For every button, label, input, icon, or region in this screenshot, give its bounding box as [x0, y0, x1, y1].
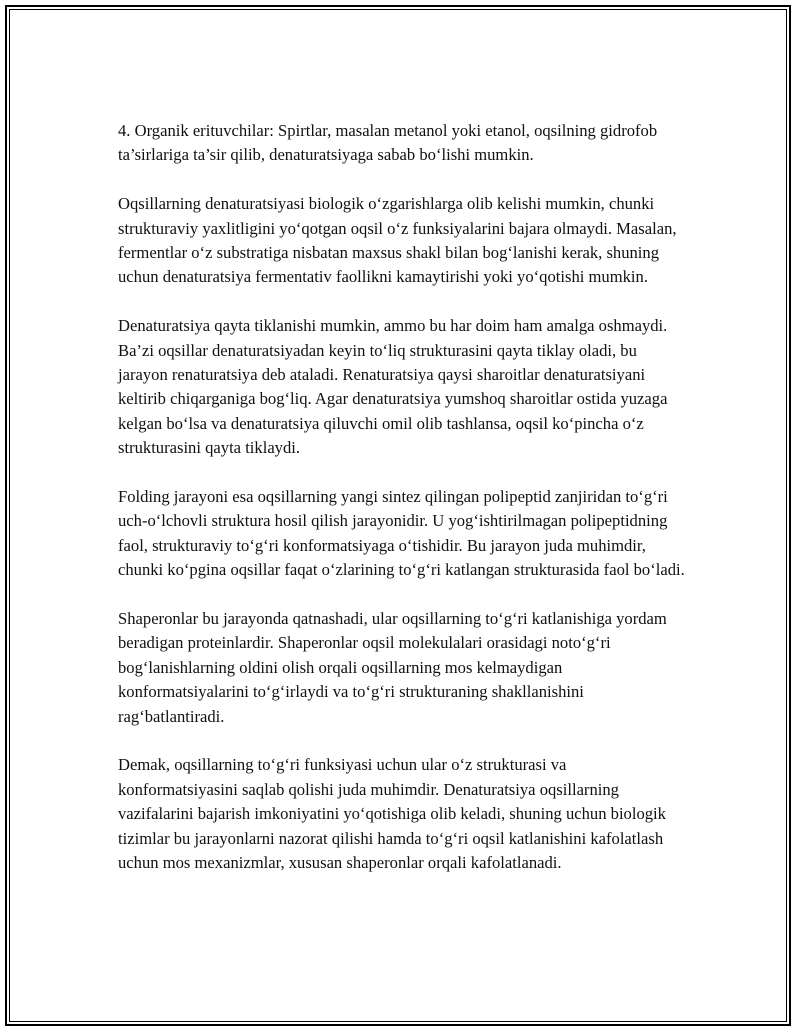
- paragraph-conclusion: Demak, oqsillarning to‘g‘ri funksiyasi uchun ular o‘z strukturasi va konformatsiyasini saqlab qolishi juda muhimdir. Denaturatsiya oqsillarning vazifalarini bajarish imkoniyatini yo‘qotishiga olib keladi, shuning uchun biologik tizimlar bu jarayonlarni nazorat qilishi hamda to‘g‘ri oqsil katlanishini kafolatlash uchun mos mexanizmlar, xususan shaperonlar orqali kafolatlanadi.: [118, 755, 666, 873]
- paragraph-chaperones: Shaperonlar bu jarayonda qatnashadi, ular oqsillarning to‘g‘ri katlanishiga yordam beradigan proteinlardir. Shaperonlar oqsil molekulalari orasidagi noto‘g‘ri bog‘lanishlarning oldini olish orqali oqsillarning mos kelmaydigan konformatsiyalarini to‘g‘irlaydi va to‘g‘ri strukturaning shakllanishini rag‘batlantiradi.: [118, 609, 667, 726]
- paragraph-folding: Folding jarayoni esa oqsillarning yangi sintez qilingan polipeptid zanjiridan to‘g‘ri uch-o‘lchovli struktura hosil qilish jarayonidir. U yog‘ishtirilmagan polipeptidning faol, strukturaviy to‘g‘ri konformatsiyaga o‘tishidir. Bu jarayon juda muhimdir, chunki ko‘pgina oqsillar faqat o‘zlarining to‘g‘ri katlangan strukturasida faol bo‘ladi.: [118, 487, 685, 580]
- paragraph-denaturation-effects: Oqsillarning denaturatsiyasi biologik o‘zgarishlarga olib kelishi mumkin, chunki strukturaviy yaxlitligini yo‘qotgan oqsil o‘z funksiyalarini bajara olmaydi. Masalan, fermentlar o‘z substratiga nisbatan maxsus shakl bilan bog‘lanishi kerak, shuning uchun denaturatsiya fermentativ faollikni kamaytirishi yoki yo‘qotishi mumkin.: [118, 194, 677, 287]
- paragraph-renaturation: Denaturatsiya qayta tiklanishi mumkin, ammo bu har doim ham amalga oshmaydi. Ba’zi oqsillar denaturatsiyadan keyin to‘liq strukturasini qayta tiklay oladi, bu jarayon renaturatsiya deb ataladi. Renaturatsiya qaysi sharoitlar denaturatsiyani keltirib chiqarganiga bog‘liq. Agar denaturatsiya yumshoq sharoitlar ostida yuzaga kelgan bo‘lsa va denaturatsiya qiluvchi omil olib tashlansa, oqsil ko‘pincha o‘z strukturasini qayta tiklaydi.: [118, 316, 668, 458]
- document-body: [118, 119, 688, 900]
- paragraph-organic-solvents: 4. Organik erituvchilar: Spirtlar, masalan metanol yoki etanol, oqsilning gidrofob ta’sirlariga ta’sir qilib, denaturatsiyaga sabab bo‘lishi mumkin.: [118, 121, 658, 165]
